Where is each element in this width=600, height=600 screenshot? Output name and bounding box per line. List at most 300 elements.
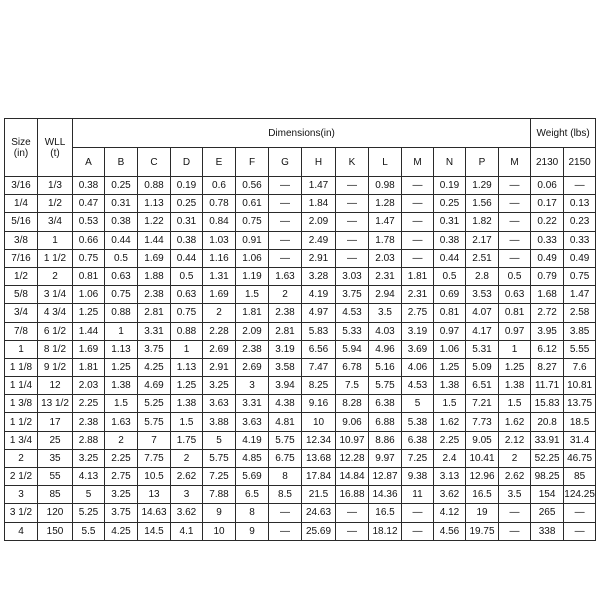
dimension-column-header: F — [236, 148, 269, 177]
dimension-cell: 0.25 — [434, 195, 466, 213]
dimension-cell: 9.38 — [402, 468, 434, 486]
dimension-cell: 1.13 — [105, 340, 138, 358]
dimension-cell: 5.31 — [466, 340, 499, 358]
dimension-cell: 1 — [499, 340, 531, 358]
dimension-cell: 2.38 — [236, 340, 269, 358]
dimension-cell: — — [269, 213, 302, 231]
dimension-column-header: G — [269, 148, 302, 177]
dimension-cell: 6.78 — [336, 358, 369, 376]
dimension-cell: 8 — [236, 504, 269, 522]
dimension-cell: 0.56 — [236, 177, 269, 195]
dimension-column-header: E — [203, 148, 236, 177]
dimension-cell: 1.78 — [369, 231, 402, 249]
dimension-cell: 5.38 — [402, 413, 434, 431]
dimension-cell: 1.03 — [203, 231, 236, 249]
size-cell: 2 — [5, 449, 38, 467]
weight-cell: — — [564, 522, 596, 540]
wll-label: WLL — [44, 136, 66, 148]
wll-cell: 8 1/2 — [38, 340, 73, 358]
weight-cell: 2.72 — [531, 304, 564, 322]
weight-cell: 3.85 — [564, 322, 596, 340]
dimension-cell: 2.17 — [466, 231, 499, 249]
size-cell: 1 — [5, 340, 38, 358]
dimension-cell: 2.12 — [499, 431, 531, 449]
dimension-cell: 1.62 — [499, 413, 531, 431]
dimension-cell: 16.88 — [336, 486, 369, 504]
dimension-cell: 8.25 — [302, 377, 336, 395]
dimension-cell: 0.19 — [434, 177, 466, 195]
size-cell: 1 3/8 — [5, 395, 38, 413]
dimension-cell: 2 — [499, 449, 531, 467]
table-row — [5, 340, 596, 358]
specification-table-container — [4, 118, 596, 541]
wll-cell: 3 1/4 — [38, 286, 73, 304]
weight-cell: 15.83 — [531, 395, 564, 413]
dimension-cell: 7.25 — [203, 468, 236, 486]
weight-cell: 0.49 — [531, 249, 564, 267]
dimension-cell: 0.53 — [73, 213, 105, 231]
dimension-cell: 0.31 — [171, 213, 203, 231]
dimension-cell: 0.5 — [434, 267, 466, 285]
dimension-cell: 0.44 — [105, 231, 138, 249]
dimension-cell: 0.44 — [434, 249, 466, 267]
table-row — [5, 249, 596, 267]
dimension-cell: 2 — [105, 431, 138, 449]
size-cell: 5/8 — [5, 286, 38, 304]
dimension-cell: 21.5 — [302, 486, 336, 504]
weight-cell: 46.75 — [564, 449, 596, 467]
weight-cell: 0.33 — [564, 231, 596, 249]
dimension-cell: 5.5 — [73, 522, 105, 540]
dimension-cell: 12.96 — [466, 468, 499, 486]
dimension-cell: 14.63 — [138, 504, 171, 522]
weight-cell: 338 — [531, 522, 564, 540]
dimension-cell: 0.63 — [105, 267, 138, 285]
weight-cell: 0.79 — [531, 267, 564, 285]
wll-unit: (t) — [50, 147, 60, 159]
dimension-cell: 1 — [105, 322, 138, 340]
dimension-cell: 3.75 — [138, 340, 171, 358]
dimension-cell: 3.63 — [203, 395, 236, 413]
dimension-cell: 4.81 — [269, 413, 302, 431]
dimension-cell: 3.25 — [203, 377, 236, 395]
wll-cell: 150 — [38, 522, 73, 540]
dimension-cell: 19.75 — [466, 522, 499, 540]
dimension-cell: 0.38 — [105, 213, 138, 231]
weight-cell: 20.8 — [531, 413, 564, 431]
size-cell: 5/16 — [5, 213, 38, 231]
dimension-cell: 0.97 — [434, 322, 466, 340]
dimension-cell: 5.09 — [466, 358, 499, 376]
wll-cell: 6 1/2 — [38, 322, 73, 340]
wll-cell: 1/3 — [38, 177, 73, 195]
dimension-cell: — — [336, 231, 369, 249]
dimension-cell: 0.31 — [434, 213, 466, 231]
dimension-cell: 1.25 — [434, 358, 466, 376]
dimension-cell: 3.62 — [171, 504, 203, 522]
dimension-cell: 6.75 — [269, 449, 302, 467]
dimension-cell: 10 — [302, 413, 336, 431]
dimension-cell: 7.73 — [466, 413, 499, 431]
dimension-cell: 1.69 — [203, 286, 236, 304]
dimension-cell: 14.36 — [369, 486, 402, 504]
specification-table — [4, 118, 596, 541]
dimension-cell: 1.5 — [236, 286, 269, 304]
dimension-cell: 3.31 — [138, 322, 171, 340]
dimension-cell: 2.75 — [105, 468, 138, 486]
weight-cell: 124.25 — [564, 486, 596, 504]
dimension-cell: 2 — [171, 449, 203, 467]
dimension-cell: 5.75 — [269, 431, 302, 449]
wll-cell: 12 — [38, 377, 73, 395]
table-row — [5, 449, 596, 467]
dimension-cell: 0.19 — [171, 177, 203, 195]
dimension-cell: 1.81 — [236, 304, 269, 322]
dimension-cell: 1.75 — [171, 431, 203, 449]
dimension-cell: 1.38 — [105, 377, 138, 395]
wll-cell: 1/2 — [38, 195, 73, 213]
table-row — [5, 195, 596, 213]
size-cell: 3/4 — [5, 304, 38, 322]
dimension-cell: 0.31 — [105, 195, 138, 213]
dimension-cell: 16.5 — [466, 486, 499, 504]
dimension-cell: — — [269, 249, 302, 267]
dimension-cell: — — [499, 522, 531, 540]
dimension-column-header: C — [138, 148, 171, 177]
dimension-cell: 3.31 — [236, 395, 269, 413]
wll-cell: 13 1/2 — [38, 395, 73, 413]
size-cell: 3 1/2 — [5, 504, 38, 522]
dimension-cell: 25.69 — [302, 522, 336, 540]
table-row — [5, 213, 596, 231]
dimension-cell: 0.78 — [203, 195, 236, 213]
wll-cell: 4 3/4 — [38, 304, 73, 322]
dimension-column-header: N — [434, 148, 466, 177]
table-row — [5, 177, 596, 195]
dimension-cell: 2 — [203, 304, 236, 322]
dimension-cell: 4.97 — [302, 304, 336, 322]
table-row — [5, 395, 596, 413]
weight-cell: 13.75 — [564, 395, 596, 413]
size-cell: 3 — [5, 486, 38, 504]
dimension-column-header: B — [105, 148, 138, 177]
dimension-cell: 1.5 — [171, 413, 203, 431]
wll-cell: 9 1/2 — [38, 358, 73, 376]
wll-cell: 1 1/2 — [38, 249, 73, 267]
dimension-cell: 5.69 — [236, 468, 269, 486]
dimension-cell: 1.06 — [434, 340, 466, 358]
dimension-cell: 0.98 — [369, 177, 402, 195]
dimension-cell: — — [499, 195, 531, 213]
weight-cell: 0.33 — [531, 231, 564, 249]
dimension-column-header: A — [73, 148, 105, 177]
size-cell: 1 1/4 — [5, 377, 38, 395]
dimension-cell: 9.97 — [369, 449, 402, 467]
dimension-cell: 1.25 — [171, 377, 203, 395]
dimension-cell: 0.69 — [434, 286, 466, 304]
dimension-cell: 1.25 — [499, 358, 531, 376]
dimension-cell: — — [269, 504, 302, 522]
dimension-cell: 5.94 — [336, 340, 369, 358]
weight-cell: 0.22 — [531, 213, 564, 231]
dimension-cell: 1.63 — [269, 267, 302, 285]
size-cell: 3/8 — [5, 231, 38, 249]
dimension-cell: 0.97 — [499, 322, 531, 340]
dimension-cell: 1.13 — [138, 195, 171, 213]
dimension-cell: 0.75 — [236, 213, 269, 231]
table-row — [5, 377, 596, 395]
dimension-cell: 0.75 — [171, 304, 203, 322]
weight-cell: 3.95 — [531, 322, 564, 340]
dimension-cell: 3.75 — [336, 286, 369, 304]
dimension-cell: 2.03 — [369, 249, 402, 267]
wll-cell: 55 — [38, 468, 73, 486]
table-row — [5, 304, 596, 322]
dimension-cell: 5.16 — [369, 358, 402, 376]
dimension-cell: 0.75 — [73, 249, 105, 267]
dimension-cell: 0.47 — [73, 195, 105, 213]
wll-cell: 3/4 — [38, 213, 73, 231]
dimension-cell: — — [499, 213, 531, 231]
dimension-cell: 12.87 — [369, 468, 402, 486]
dimension-cell: 3.28 — [302, 267, 336, 285]
dimension-cell: — — [499, 504, 531, 522]
dimension-cell: 13 — [138, 486, 171, 504]
dimension-cell: 2.8 — [466, 267, 499, 285]
dimension-cell: 14.84 — [336, 468, 369, 486]
dimension-cell: 1.13 — [171, 358, 203, 376]
dimension-cell: 1.29 — [466, 177, 499, 195]
dimension-cell: 5 — [402, 395, 434, 413]
dimension-cell: 5.33 — [336, 322, 369, 340]
dimension-cell: 3.03 — [336, 267, 369, 285]
size-cell: 1/2 — [5, 267, 38, 285]
size-cell: 7/16 — [5, 249, 38, 267]
dimension-cell: 3.69 — [402, 340, 434, 358]
dimension-cell: 4.12 — [434, 504, 466, 522]
dimension-cell: 13.68 — [302, 449, 336, 467]
dimension-cell: 0.75 — [105, 286, 138, 304]
dimension-cell: 5.75 — [138, 413, 171, 431]
dimension-cell: 4.19 — [236, 431, 269, 449]
weight-cell: 10.81 — [564, 377, 596, 395]
dimension-cell: 0.66 — [73, 231, 105, 249]
dimension-cell: 1.06 — [236, 249, 269, 267]
dimension-cell: 1.88 — [138, 267, 171, 285]
size-cell: 1/4 — [5, 195, 38, 213]
dimension-cell: 1.84 — [302, 195, 336, 213]
wll-cell: 1 — [38, 231, 73, 249]
dimension-cell: 1.69 — [138, 249, 171, 267]
dimension-cell: 8 — [269, 468, 302, 486]
table-row — [5, 504, 596, 522]
dimension-cell: 1.06 — [73, 286, 105, 304]
dimension-cell: — — [402, 522, 434, 540]
wll-header — [38, 119, 73, 177]
dimension-cell: 6.56 — [302, 340, 336, 358]
weight-header: Weight (lbs) — [531, 119, 596, 148]
weight-cell: 18.5 — [564, 413, 596, 431]
dimension-cell: 0.44 — [171, 249, 203, 267]
dimension-cell: — — [402, 195, 434, 213]
dimension-cell: 1.47 — [369, 213, 402, 231]
dimensions-header: Dimensions(in) — [73, 119, 531, 148]
dimension-cell: 1.5 — [105, 395, 138, 413]
dimension-cell: — — [402, 249, 434, 267]
dimension-cell: 7.47 — [302, 358, 336, 376]
dimension-cell: — — [336, 195, 369, 213]
table-row — [5, 486, 596, 504]
size-header — [5, 119, 38, 177]
dimension-cell: 4.85 — [236, 449, 269, 467]
dimension-cell: 1.19 — [236, 267, 269, 285]
dimension-cell: 0.38 — [171, 231, 203, 249]
dimension-cell: 4.17 — [466, 322, 499, 340]
weight-cell: 154 — [531, 486, 564, 504]
weight-cell: 0.17 — [531, 195, 564, 213]
dimension-cell: 1.25 — [73, 304, 105, 322]
dimension-cell: 0.88 — [105, 304, 138, 322]
dimension-cell: 1 — [171, 340, 203, 358]
dimension-cell: 5.25 — [73, 504, 105, 522]
dimension-cell: 2.03 — [73, 377, 105, 395]
dimension-cell: 12.28 — [336, 449, 369, 467]
dimension-cell: 10.5 — [138, 468, 171, 486]
wll-cell: 85 — [38, 486, 73, 504]
weight-cell: 31.4 — [564, 431, 596, 449]
weight-column-header: 2130 — [531, 148, 564, 177]
dimension-column-header: L — [369, 148, 402, 177]
dimension-column-header: D — [171, 148, 203, 177]
weight-cell: 0.13 — [564, 195, 596, 213]
dimension-cell: 3.62 — [434, 486, 466, 504]
dimension-cell: 1.38 — [434, 377, 466, 395]
dimension-cell: 2.94 — [369, 286, 402, 304]
dimension-cell: 9.16 — [302, 395, 336, 413]
dimension-cell: 2.31 — [369, 267, 402, 285]
dimension-cell: 17.84 — [302, 468, 336, 486]
dimension-cell: 4.53 — [336, 304, 369, 322]
dimension-cell: — — [402, 504, 434, 522]
dimension-cell: 3 — [236, 377, 269, 395]
dimension-cell: 16.5 — [369, 504, 402, 522]
dimension-cell: 4.06 — [402, 358, 434, 376]
table-row — [5, 286, 596, 304]
dimension-cell: 1.25 — [105, 358, 138, 376]
weight-cell: 1.47 — [564, 286, 596, 304]
weight-cell: 0.49 — [564, 249, 596, 267]
dimension-cell: 1.56 — [466, 195, 499, 213]
dimension-cell: 0.91 — [236, 231, 269, 249]
dimension-cell: 0.88 — [138, 177, 171, 195]
weight-cell: 33.91 — [531, 431, 564, 449]
dimension-cell: 5 — [73, 486, 105, 504]
dimension-column-header: M — [402, 148, 434, 177]
dimension-cell: 7.5 — [336, 377, 369, 395]
dimension-cell: 1.63 — [105, 413, 138, 431]
weight-cell: — — [564, 177, 596, 195]
dimension-cell: 3.13 — [434, 468, 466, 486]
dimension-cell: 2.81 — [138, 304, 171, 322]
dimension-cell: 4.53 — [402, 377, 434, 395]
dimension-cell: 3.25 — [105, 486, 138, 504]
dimension-cell: 4.1 — [171, 522, 203, 540]
weight-cell: 0.06 — [531, 177, 564, 195]
dimension-cell: — — [269, 522, 302, 540]
dimension-cell: 2.69 — [236, 358, 269, 376]
dimension-cell: 2.81 — [269, 322, 302, 340]
table-row — [5, 358, 596, 376]
dimension-cell: 5.83 — [302, 322, 336, 340]
size-cell: 7/8 — [5, 322, 38, 340]
weight-cell: 98.25 — [531, 468, 564, 486]
dimension-cell: 4.19 — [302, 286, 336, 304]
dimension-cell: 5.75 — [203, 449, 236, 467]
table-row — [5, 431, 596, 449]
dimension-column-header: P — [466, 148, 499, 177]
dimension-cell: — — [336, 249, 369, 267]
dimension-cell: 2.49 — [302, 231, 336, 249]
size-cell: 4 — [5, 522, 38, 540]
dimension-cell: — — [336, 177, 369, 195]
dimension-cell: 0.25 — [171, 195, 203, 213]
weight-cell: 1.68 — [531, 286, 564, 304]
dimension-cell: 4.25 — [105, 522, 138, 540]
dimension-cell: 2.62 — [499, 468, 531, 486]
size-cell: 1 1/2 — [5, 413, 38, 431]
table-row — [5, 267, 596, 285]
dimension-cell: 24.63 — [302, 504, 336, 522]
dimension-cell: 3.75 — [105, 504, 138, 522]
dimension-cell: 0.38 — [73, 177, 105, 195]
dimension-cell: 3.5 — [499, 486, 531, 504]
dimension-cell: 1.22 — [138, 213, 171, 231]
dimension-cell: 6.38 — [369, 395, 402, 413]
dimension-cell: 0.81 — [73, 267, 105, 285]
weight-cell: 11.71 — [531, 377, 564, 395]
weight-cell: 5.55 — [564, 340, 596, 358]
dimension-cell: 7.21 — [466, 395, 499, 413]
dimension-cell: 1.5 — [434, 395, 466, 413]
dimension-column-header: K — [336, 148, 369, 177]
dimension-cell: 6.5 — [236, 486, 269, 504]
dimension-cell: 1.47 — [302, 177, 336, 195]
dimension-cell: 18.12 — [369, 522, 402, 540]
table-body — [5, 177, 596, 541]
table-row — [5, 413, 596, 431]
size-cell: 1 1/8 — [5, 358, 38, 376]
dimension-cell: 0.6 — [203, 177, 236, 195]
dimension-cell: 2.25 — [73, 395, 105, 413]
dimension-cell: 4.13 — [73, 468, 105, 486]
dimension-cell: 5 — [203, 431, 236, 449]
table-header — [5, 119, 596, 177]
dimension-cell: 2 — [269, 286, 302, 304]
dimension-cell: 0.5 — [499, 267, 531, 285]
dimension-cell: 2.91 — [203, 358, 236, 376]
dimension-cell: 2.62 — [171, 468, 203, 486]
dimension-cell: 4.56 — [434, 522, 466, 540]
dimension-cell: 2.69 — [203, 340, 236, 358]
dimension-cell: 3.58 — [269, 358, 302, 376]
dimension-cell: 0.88 — [171, 322, 203, 340]
dimension-cell: 2.38 — [73, 413, 105, 431]
size-cell: 3/16 — [5, 177, 38, 195]
dimension-cell: 7.25 — [402, 449, 434, 467]
weight-cell: 8.27 — [531, 358, 564, 376]
dimension-cell: 3.19 — [269, 340, 302, 358]
dimension-cell: — — [402, 177, 434, 195]
